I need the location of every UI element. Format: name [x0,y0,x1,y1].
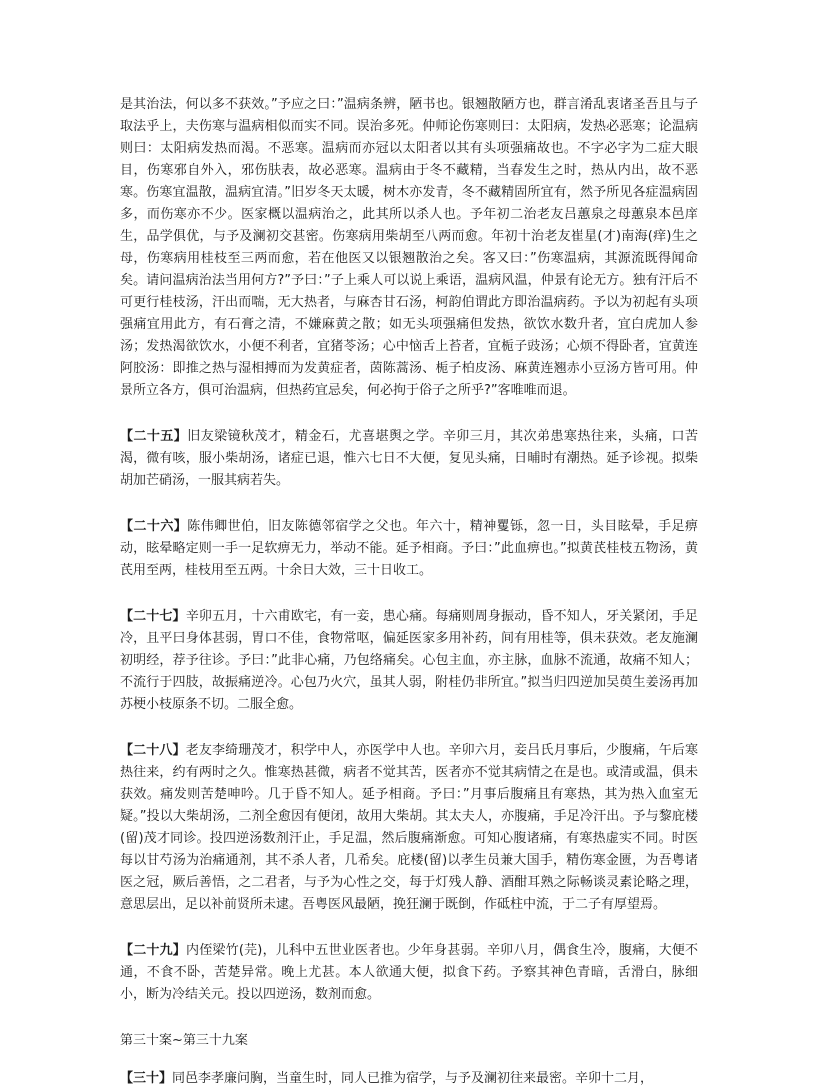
section-heading: 第三十案~第三十九案 [120,1033,248,1048]
case-paragraph-27 [120,606,698,716]
case-number: 【二十八】 [120,743,186,758]
case-text: 辛卯五月，十六甫欧宅，有一妾，患心痛。每痛则周身振动，昏不知人，牙关紧闭，手足冷，且平曰身体甚弱，胃口不佳，食物常呕，偏延医家多用补药，间有用桂等，俱未获效。老友施澜初明经，荐予往诊。予曰：”此非心痛，乃包络痛矣。心包主血，亦主脉，血脉不流通，故痛不知人；不流行于四肢，故振痛逆冷。心包乃火穴，虽其人弱，附桂仍非所宜。”拟当归四逆加吴萸生姜汤再加苏梗小枝原条不切。二服全愈。 [120,609,698,712]
case-text: 旧友梁镜秋茂才，精金石，尤喜堪舆之学。辛卯三月，其次弟患寒热往来，头痛，口苦渴，微有咳，服小柴胡汤，诸症已退，惟六七日不大便，复见头痛，日晡时有潮热。延予诊视。拟柴胡加芒硝汤，一服其病若失。 [120,429,698,488]
case-text: 陈伟卿世伯，旧友陈德邻宿学之父也。年六十，精神矍铄，忽一日，头目眩晕，手足痹动，眩晕略定则一手一足软痹无力，举动不能。延予相商。予曰：”此血痹也。”拟黄芪桂枝五物汤，黄芪用至两，桂枝用至五两。十余日大效，三十日收工。 [120,519,698,578]
case-text: 老友李绮珊茂才，积学中人，亦医学中人也。辛卯六月，妾吕氏月事后，少腹痛，午后寒热往来，约有两时之久。惟寒热甚微，病者不觉其苦，医者亦不觉其病情之在是也。或清或温，俱未获效。痛发则苦楚呻吟。几于昏不知人。延予相商。予曰：”月事后腹痛且有寒热，其为热入血室无疑。”投以大柴胡汤，二剂全愈因有便闭，故用大柴胡。其太夫人，亦腹痛，手足冷汗出。予与黎庇楼(留)茂才同诊。投四逆汤数剂汗止，手足温，然后腹痛渐愈。可知心腹诸痛，有寒热虚实不同。时医每以甘芍汤为治痛通剂，其不杀人者，几希矣。庇楼(留)以孝生员兼大国手，精伤寒金匮，为吾粤诸医之冠，厥后善悟，之二君者，与予为心性之交，每于灯残人静、酒酣耳熟之际畅谈灵素论略之理，意思层出，足以补前贤所未逮。吾粤医风最陋，挽狂澜于既倒，作砥柱中流，于二子有厚望焉。 [120,743,698,912]
case-text: 内侄梁竹(芫)，儿科中五世业医者也。少年身甚弱。辛卯八月，偶食生冷，腹痛，大便不通，不食不卧，苦楚异常。晚上尤甚。本人欲通大便，拟食下药。予察其神色青暗，舌滑白，脉细小，断为冷结关元。投以四逆汤，数剂而愈。 [120,943,698,1002]
case-number: 【二十五】 [120,429,188,444]
case-number: 【二十六】 [120,519,188,534]
case-paragraph-25 [120,426,698,492]
case-number: 【二十九】 [120,943,187,958]
paragraph-intro [120,94,698,402]
case-number: 【二十七】 [120,609,186,624]
case-paragraph-30 [120,1068,698,1090]
case-number: 【三十】 [120,1071,173,1086]
case-paragraph-29 [120,940,698,1006]
case-text: 同邑李孝廉问胸，当童生时，同人已推为宿学，与予及澜初往来最密。辛卯十二月， [172,1071,654,1086]
paragraph-text: 是其治法，何以多不获效。”予应之曰：”温病条辨，陋书也。银翘散陋方也，群言淆乱衷诸圣吾且与子取法乎上，夫伤寒与温病相似而实不同。误治多死。仲师论伤寒则曰：太阳病，发热必恶寒；论温病则曰：太阳病发热而渴。不恶寒。温病而亦冠以太阳者以其有头项强痛故也。不字必字为二症大眼目，伤寒邪自外入，邪伤肤表，故必恶寒。温病由于冬不藏精，当春发生之时，热从内出，故不恶寒。伤寒宜温散，温病宜清。”旧岁冬天太暖，树木亦发青，冬不藏精固所宜有，然予所见各症温病固多，而伤寒亦不少。医家概以温病治之，此其所以杀人也。予年初二治老友吕蕙泉之母蕙泉本邑庠生，品学俱优，与予及澜初交甚密。伤寒病用柴胡至八两而愈。年初十治老友崔星(才)南海(痒)生之母，伤寒病用桂枝至三两而愈，若在他医又以银翘散治之矣。客又曰：”伤寒温病，其源流既得闻命矣。请问温病治法当用何方?”予曰：”子上乘人可以说上乘语，温病风温，仲景有论无方。独有汗后不可更行桂枝汤，汗出而喘，无大热者，与麻杏甘石汤，柯韵伯谓此方即治温病药。予以为初起有头项强痛宜用此方，有石膏之清，不嫌麻黄之散；如无头项强痛但发热，欲饮水数升者，宜白虎加人参汤；发热渴欲饮水，小便不利者，宜猪苓汤；心中恼舌上苔者，宜栀子豉汤；心烦不得卧者，宜黄连阿胶汤：即推之热与湿相搏而为发黄症者，茵陈蒿汤、栀子柏皮汤、麻黄连翘赤小豆汤方皆可用。仲景所立各方，俱可治温病，但热药宜忌矣，何必拘于俗子之所乎?”客唯唯而退。 [120,97,698,398]
document-page [120,94,698,1090]
case-paragraph-28 [120,740,698,916]
case-paragraph-26 [120,516,698,582]
